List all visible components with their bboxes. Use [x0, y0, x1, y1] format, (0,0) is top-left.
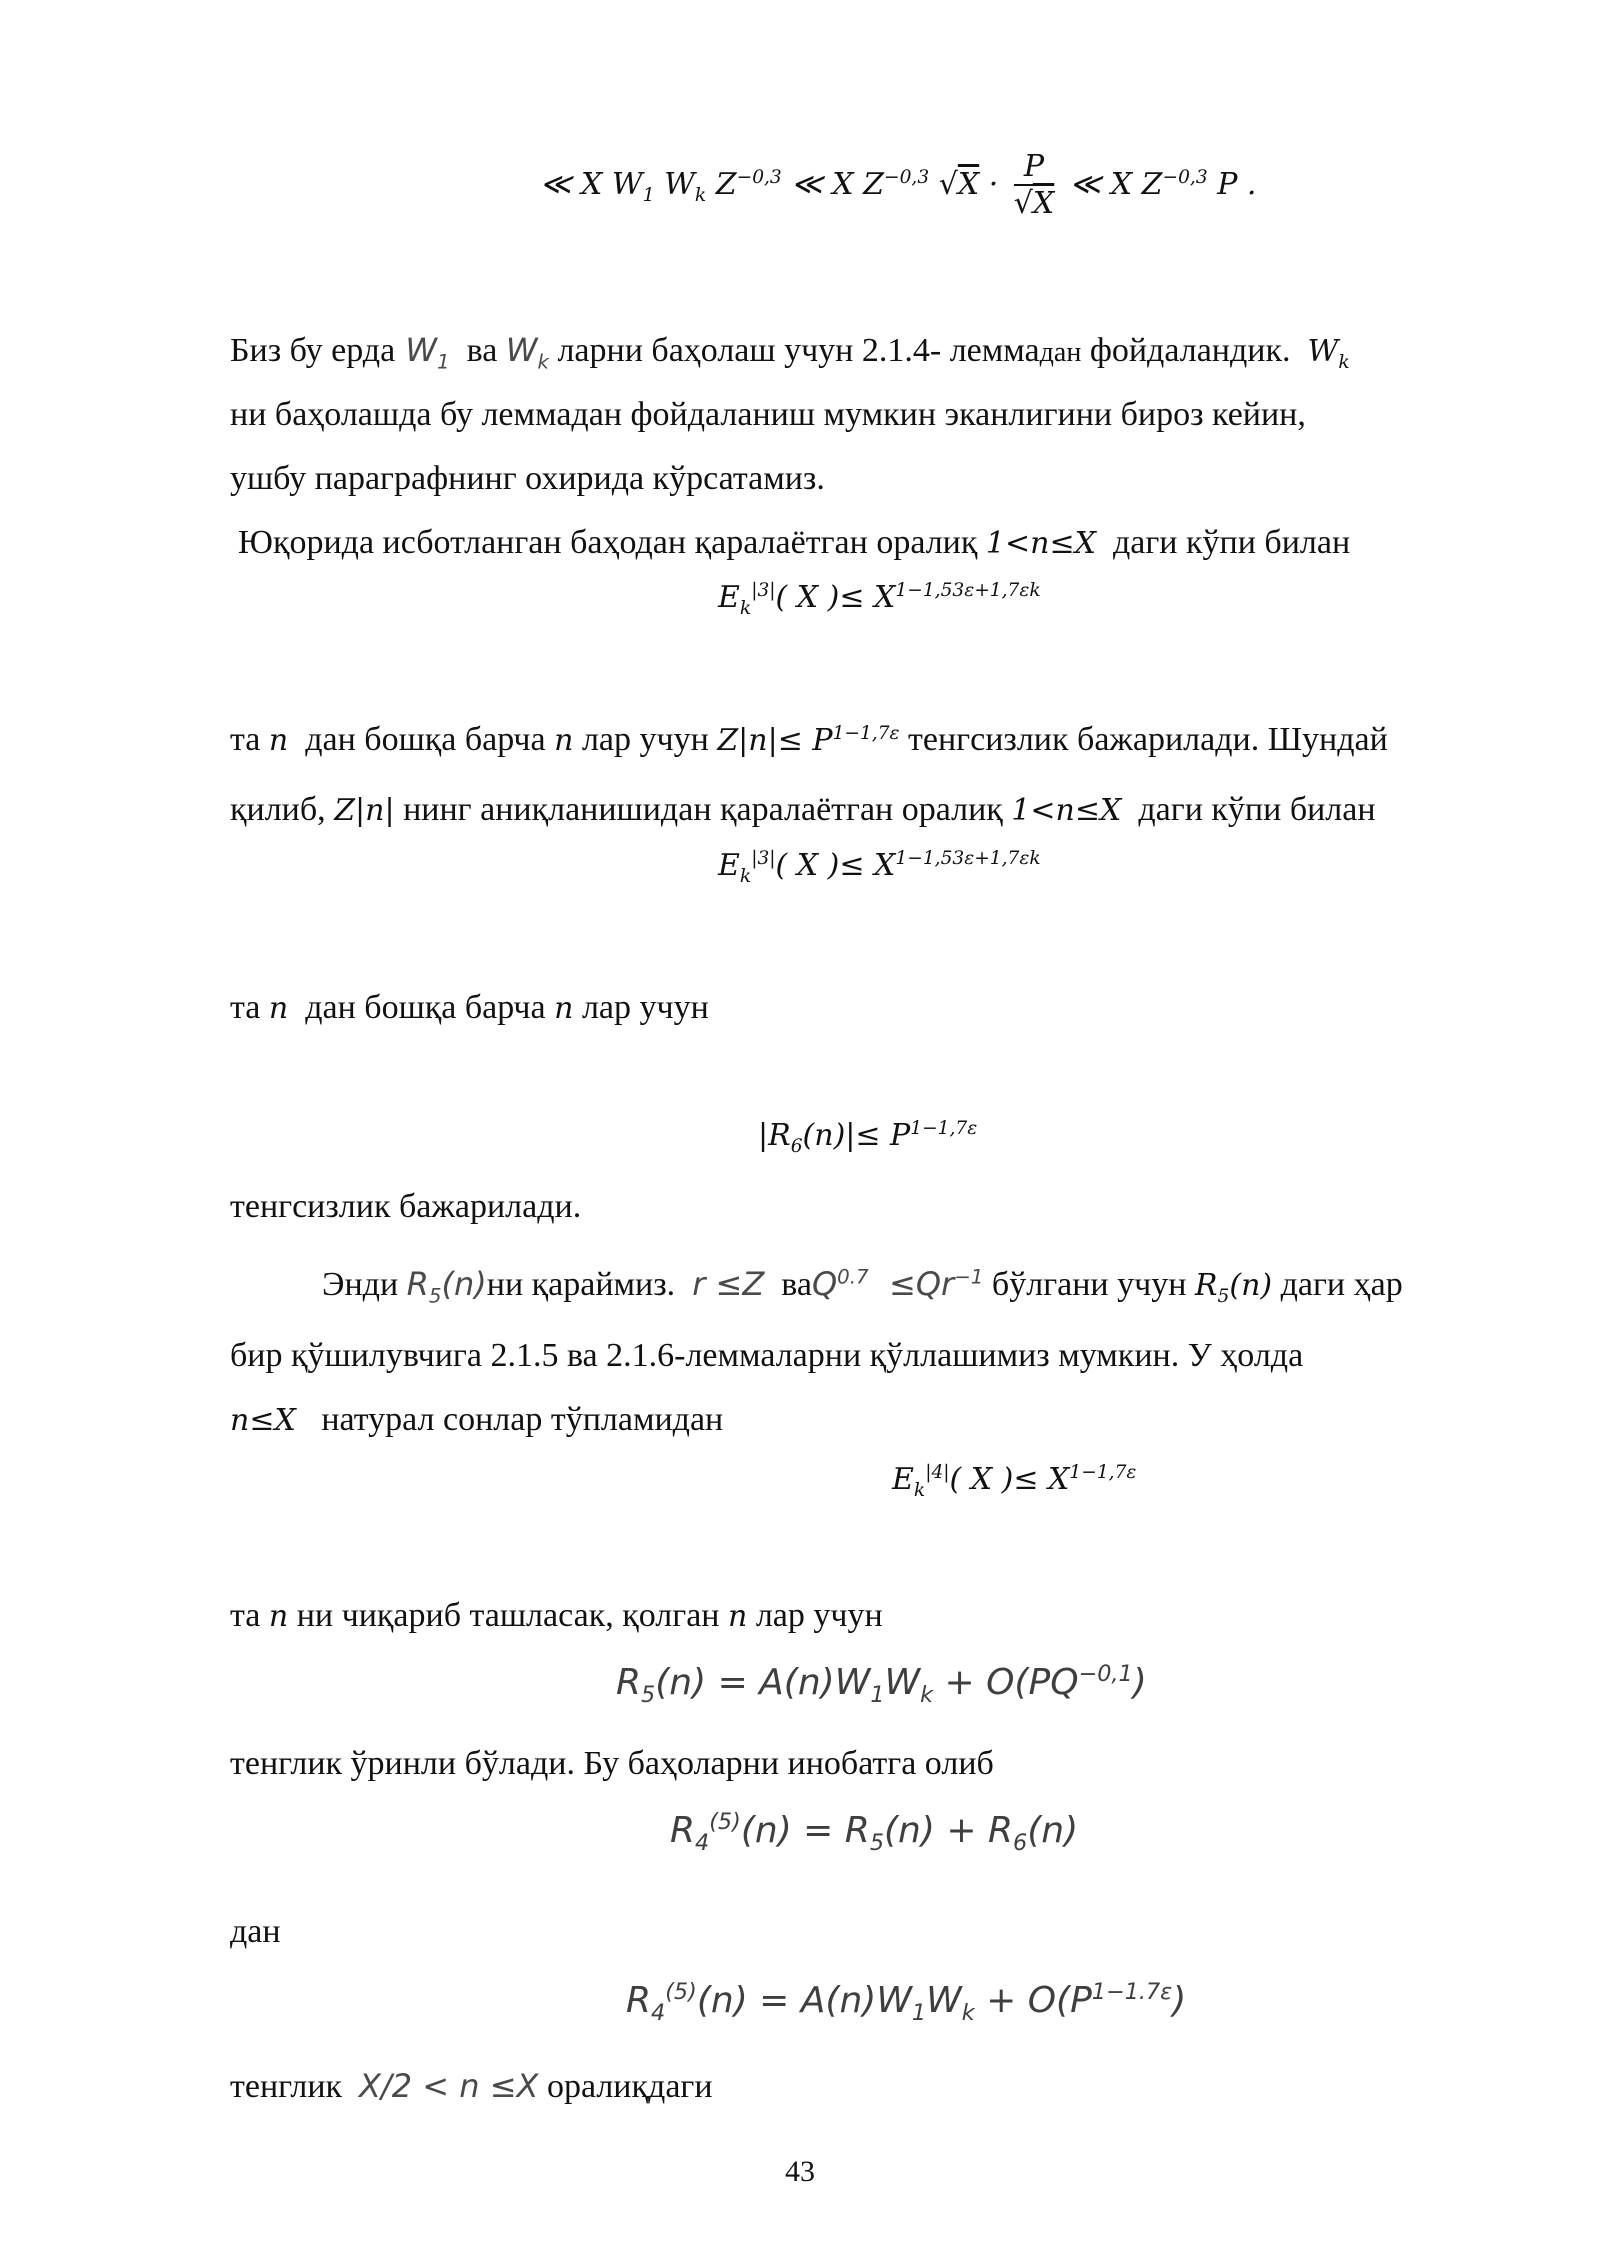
math-r5-2: $R_5(n)$: [1194, 1268, 1273, 1307]
equation-e3-2: $E_k^{|3|}$( X )≤ $X^{1-1,53\varepsilon+1,7\varepsilon k}$: [718, 848, 1041, 887]
text-line-7: та n дан бошқа барча n лар учун: [230, 989, 709, 1026]
equation-e4: $E_k^{|4|}$( X )≤ $X^{1-1,7\varepsilon}$: [892, 1462, 1137, 1501]
math-interval-1: 1<n≤X: [985, 526, 1096, 561]
text-line-10: бир қўшилувчига 2.1.5 ва 2.1.6-леммаларни қўллашимиз мумкин. У ҳолда: [230, 1337, 1304, 1374]
text-line-12: та n ни чиқариб ташласак, қолган n лар учун: [230, 1597, 883, 1634]
equation-r5-expansion: $R_5(n) = A(n)W_1W_k + O(PQ^{-0,1})$: [616, 1661, 1147, 1709]
text-line-5: та n дан бошқа барча n лар учун $Z|n|\le P^{1-1,7\varepsilon}$ тенгсизлик бажарилади. Шундай: [230, 721, 1388, 758]
math-n-le-x: n≤X: [230, 1403, 296, 1438]
text-line-2: ни баҳолашда бу леммадан фойдаланиш мумкин эканлигини бироз кейин,: [230, 396, 1306, 433]
equation-r4-final: $R_4^{(5)}(n) = A(n)W_1W_k + O(P^{1-1.7\varepsilon})$: [626, 1979, 1187, 2027]
math-zn-ineq: $Z|n|\le P^{1-1,7\varepsilon}$: [717, 723, 900, 758]
text-line-3: ушбу параграфнинг охирида кўрсатамиз.: [230, 460, 825, 497]
equation-r4-sum: $R_4^{(5)}(n) = R_5(n) + R_6(n)$: [670, 1809, 1079, 1857]
math-wk: $W_k$: [505, 331, 549, 374]
equation-e3-1: $E_k^{|3|}$( X )≤ $X^{1-1,53\varepsilon+1,7\varepsilon k}$: [718, 580, 1041, 619]
text-line-9: Энди $R_5(n)ни$ қараймиз. r ≤Z $ваQ^{0.7} \le Qr^{-1}$ бўлгани учун $R_5(n)$ даги ҳар: [322, 1265, 1403, 1308]
math-r5: $R_5(n)$: [406, 1265, 487, 1308]
math-w1: $W_1$: [395, 331, 450, 374]
text-line-13: тенглик ўринли бўлади. Бу баҳоларни инобатга олиб: [230, 1745, 994, 1782]
text-line-15: тенглик X/2 < n ≤X оралиқдаги: [230, 2067, 713, 2105]
text-line-11: n≤X натурал сонлар тўпламидан: [230, 1401, 724, 1438]
top-equation: ≪ X $W_1$ $W_k$ $Z^{-0,3}$ ≪ X $Z^{-0,3}$ √X · $\frac{P}{√X}$ ≪ X $Z^{-0,3}$ P .: [540, 149, 1257, 221]
text-line-14: дан: [230, 1913, 281, 1950]
math-r-le-z: r ≤Z: [692, 1265, 765, 1303]
math-half-interval: X/2 < n ≤X: [359, 2067, 539, 2105]
math-q-ineq: $Q^{0.7} \le Qr^{-1}$: [811, 1265, 984, 1303]
text-line-4: Юқорида исботланган баҳодан қаралаётган оралиқ 1<n≤X даги кўпи билан: [238, 524, 1351, 561]
math-wk-2: $W_k$: [1307, 334, 1350, 373]
equation-r6: $|R_6(n)|\le P^{1-1,7\varepsilon}$: [758, 1118, 978, 1157]
text-line-8: тенгсизлик бажарилади.: [230, 1188, 582, 1225]
text-line-1: Биз бу ерда $W_1$ ва $W_k$ ларни баҳолаш учун 2.1.4- леммадан фойдаландик. $W_k$: [230, 331, 1350, 374]
math-interval-2: 1<n≤X: [1011, 793, 1122, 828]
page-number: 43: [785, 2155, 815, 2188]
text-line-6: қилиб, Z|n| нинг аниқланишидан қаралаётган оралиқ 1<n≤X даги кўпи билан: [230, 791, 1376, 828]
